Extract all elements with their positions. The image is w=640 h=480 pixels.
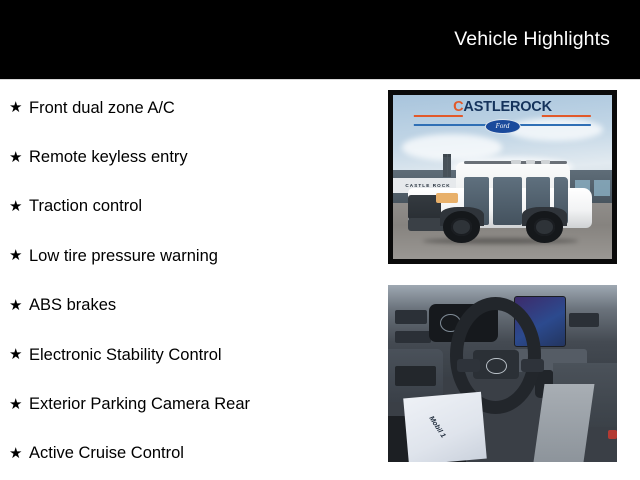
exterior-photo[interactable] <box>388 90 617 264</box>
list-item <box>0 132 380 181</box>
vehicle-highlights-list <box>0 83 380 473</box>
star-bullet-icon: ★ <box>9 295 23 314</box>
air-vent <box>395 310 427 324</box>
protective-seat-cover <box>404 391 487 462</box>
ford-badge-text: Ford <box>495 122 510 131</box>
list-item <box>0 182 380 231</box>
ford-badge-icon <box>484 119 520 134</box>
feature-label: Traction control <box>29 197 143 216</box>
headlight <box>436 193 458 203</box>
star-bullet-icon: ★ <box>9 147 23 166</box>
seat-bolster <box>534 384 595 462</box>
page-title: Vehicle Highlights <box>454 28 610 50</box>
toyota-emblem-icon <box>486 358 506 374</box>
roof-light <box>541 160 550 164</box>
roof-light <box>511 160 520 164</box>
window-glass <box>493 177 522 225</box>
exterior-photo-canvas <box>393 95 612 259</box>
feature-label: Low tire pressure warning <box>29 246 218 265</box>
star-bullet-icon: ★ <box>9 443 23 462</box>
dealer-watermark-logo <box>408 100 596 140</box>
header-divider <box>0 79 640 80</box>
star-bullet-icon: ★ <box>9 196 23 215</box>
building-window <box>594 180 609 196</box>
star-bullet-icon: ★ <box>9 394 23 413</box>
list-item <box>0 379 380 428</box>
list-item <box>0 83 380 132</box>
star-bullet-icon: ★ <box>9 246 23 265</box>
door-switch-panel <box>395 366 436 385</box>
watermark-initial: C <box>453 98 464 115</box>
feature-label: Remote keyless entry <box>29 148 188 167</box>
list-item <box>0 330 380 379</box>
air-vent <box>569 313 599 327</box>
dealership-sign-text: CASTLE ROCK <box>405 182 451 188</box>
page-header-bar <box>0 0 640 79</box>
suv-vehicle <box>408 161 592 243</box>
vehicle-photo-panel <box>388 90 617 464</box>
feature-label: Active Cruise Control <box>29 444 184 463</box>
feature-label: Front dual zone A/C <box>29 98 175 117</box>
steering-control-pad <box>521 359 544 371</box>
feature-label: Electronic Stability Control <box>29 345 222 364</box>
list-item <box>0 281 380 330</box>
interior-photo[interactable] <box>388 285 617 462</box>
watermark-rules <box>408 115 596 117</box>
list-item <box>0 429 380 478</box>
wheel <box>526 211 563 242</box>
seat-cover-brand-text: Mobil 1 <box>427 415 447 440</box>
feature-label: ABS brakes <box>29 296 117 315</box>
watermark-wordmark <box>408 100 596 115</box>
air-vent <box>395 331 432 343</box>
star-bullet-icon: ★ <box>9 345 23 364</box>
watermark-rest: ASTLEROCK <box>463 98 552 115</box>
red-trim-accent <box>608 430 617 439</box>
star-bullet-icon: ★ <box>9 98 23 117</box>
roof-light <box>526 160 535 164</box>
steering-control-pad <box>457 359 480 371</box>
list-item <box>0 231 380 280</box>
feature-label: Exterior Parking Camera Rear <box>29 394 250 413</box>
wheel <box>443 211 480 242</box>
